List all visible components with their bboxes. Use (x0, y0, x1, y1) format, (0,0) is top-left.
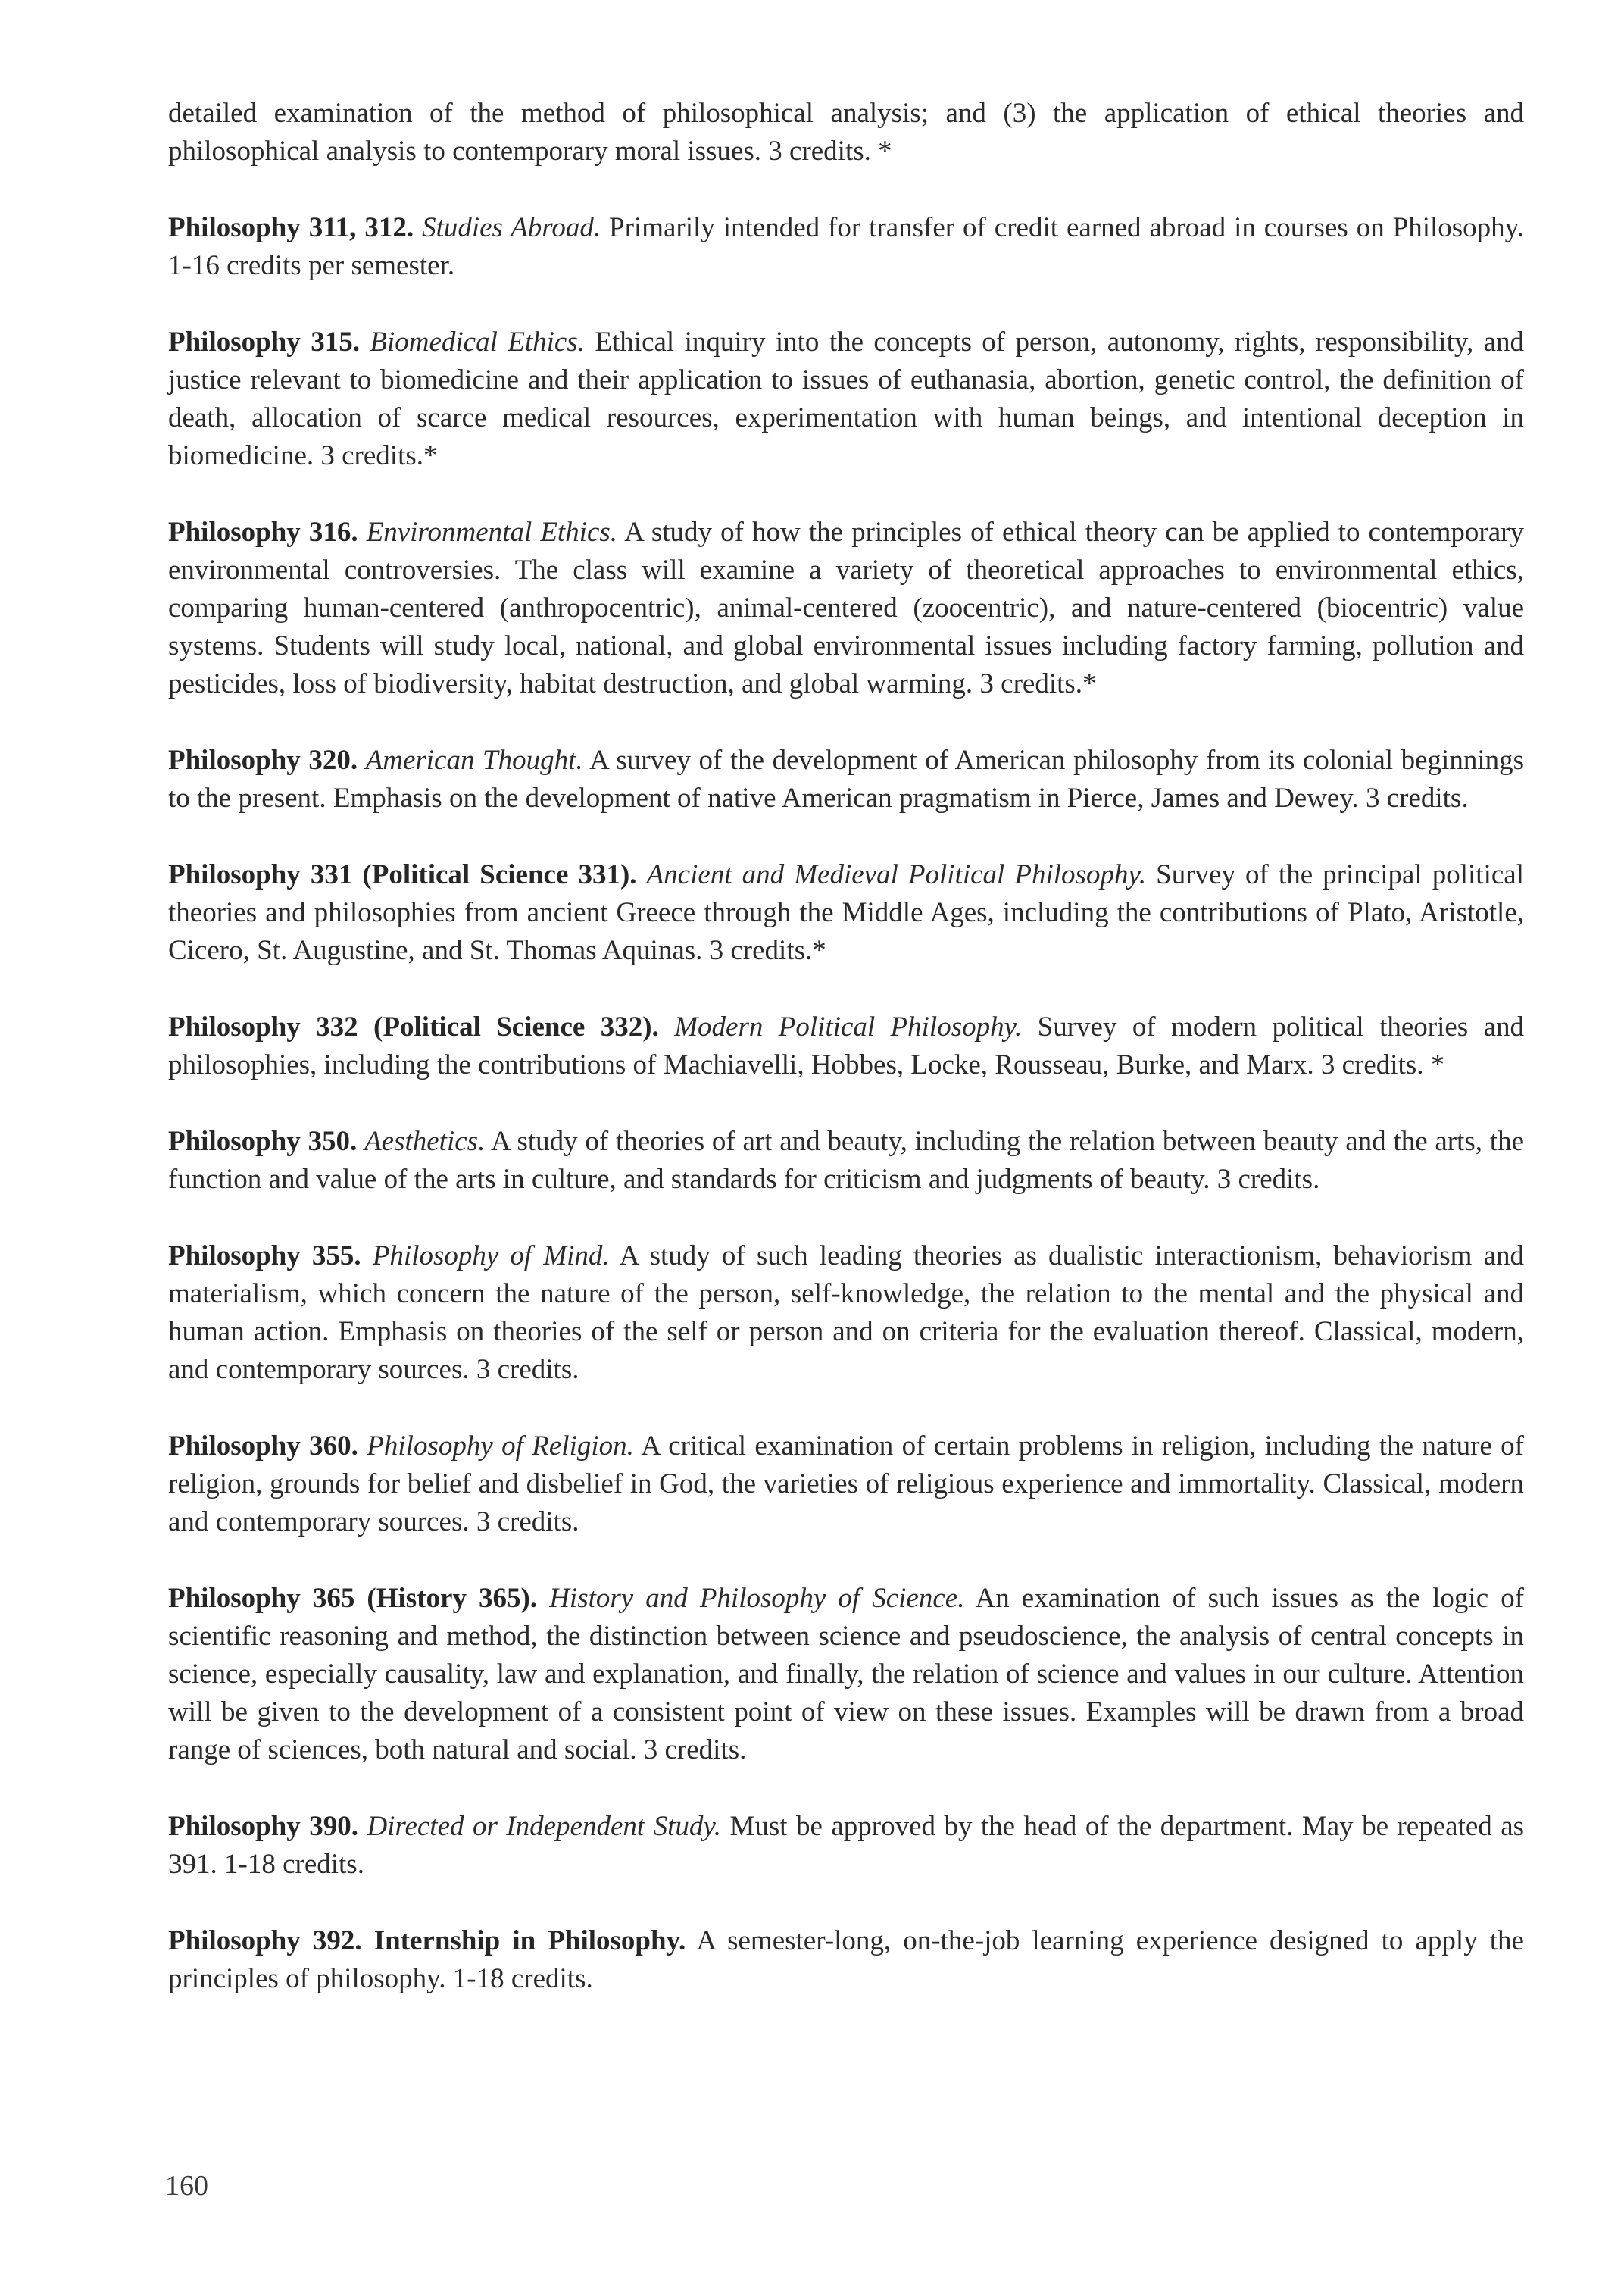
course-code: Philosophy 392. Internship in Philosophy. (168, 1925, 686, 1956)
course-entry-331 (168, 856, 1524, 970)
course-description: Must be approved by the head of the department. May be repeated as 391. 1-18 credits. (168, 1811, 1525, 1880)
course-entry-390 (168, 1808, 1524, 1884)
intro-paragraph (168, 95, 1524, 170)
course-description: A study of theories of art and beauty, including the relation between beauty and the arts, the function and value of the arts in culture, and standards for criticism and judgments of beauty. 3 credits. (168, 1126, 1525, 1195)
course-description: Primarily intended for transfer of credit earned abroad in courses on Philosophy. 1-16 credits per semester. (168, 212, 1525, 281)
course-description: Survey of modern political theories and philosophies, including the contributions of Machiavelli, Hobbes, Locke, Rousseau, Burke, and Marx. 3 credits. * (168, 1011, 1524, 1080)
intro-text: detailed examination of the method of philosophical analysis; and (3) the application of ethical theories and philosophical analysis to contemporary moral issues. 3 credits. * (168, 98, 1524, 167)
course-entry-350 (168, 1123, 1524, 1199)
course-entry-360 (168, 1427, 1524, 1541)
course-code: Philosophy 331 (Political Science 331). (168, 859, 637, 890)
course-title: Directed or Independent Study. (367, 1811, 722, 1842)
course-entry-365 (168, 1580, 1524, 1769)
course-code: Philosophy 365 (History 365). (168, 1583, 538, 1614)
course-description: A semester-long, on-the-job learning experience designed to apply the principles of philosophy. 1-18 credits. (168, 1925, 1524, 1994)
course-description: A study of how the principles of ethical theory can be applied to contemporary environmental controversies. The class will examine a variety of theoretical approaches to environmental ethics, comparing human-centered (anthropocentric), animal-centered (zoocentric), and nature-centered (biocentric) value systems. Students will study local, national, and global environmental issues including factory farming, pollution and pesticides, loss of biodiversity, habitat destruction, and global warming. 3 credits.* (168, 517, 1524, 699)
course-code: Philosophy 315. (168, 327, 360, 358)
course-entry-355 (168, 1237, 1524, 1389)
course-code: Philosophy 355. (168, 1240, 361, 1271)
course-code: Philosophy 316. (168, 517, 358, 548)
course-code: Philosophy 311, 312. (168, 212, 414, 243)
course-listing (168, 95, 1524, 2037)
course-code: Philosophy 390. (168, 1811, 358, 1842)
course-entry-392 (168, 1922, 1524, 1998)
course-title: Biomedical Ethics. (370, 327, 585, 358)
course-description: A survey of the development of American philosophy from its colonial beginnings to the present. Emphasis on the development of native American pragmatism in Pierce, James and Dewey. 3 credits. (168, 745, 1525, 814)
course-title: Modern Political Philosophy. (674, 1011, 1023, 1043)
course-description: Survey of the principal political theories and philosophies from ancient Greece through the Middle Ages, including the contributions of Plato, Aristotle, Cicero, St. Augustine, and St. Thomas Aquinas. 3 credits.* (168, 859, 1524, 966)
course-entry-311 (168, 209, 1524, 285)
course-title: Philosophy of Mind. (372, 1240, 610, 1271)
course-entry-320 (168, 742, 1524, 818)
course-title: American Thought. (365, 745, 583, 776)
course-title: Aesthetics. (364, 1126, 486, 1157)
course-code: Philosophy 320. (168, 745, 358, 776)
course-description: A study of such leading theories as dualistic interactionism, behaviorism and materialism, which concern the nature of the person, self-knowledge, the relation to the mental and the physical and human action. Emphasis on theories of the self or person and on criteria for the evaluation thereof. Classical, modern, and contemporary sources. 3 credits. (168, 1240, 1524, 1385)
course-description: An examination of such issues as the logic of scientific reasoning and method, the distinction between science and pseudoscience, the analysis of central concepts in science, especially causality, law and explanation, and finally, the relation of science and values in our culture. Attention will be given to the development of a consistent point of view on these issues. Examples will be drawn from a broad range of sciences, both natural and social. 3 credits. (168, 1583, 1525, 1765)
course-entry-332 (168, 1008, 1524, 1084)
course-title: Ancient and Medieval Political Philosophy. (646, 859, 1147, 890)
course-code: Philosophy 360. (168, 1430, 358, 1462)
course-title: Studies Abroad. (422, 212, 601, 243)
course-title: History and Philosophy of Science. (549, 1583, 965, 1614)
course-entry-316 (168, 514, 1524, 703)
course-entry-315 (168, 324, 1524, 475)
course-code: Philosophy 332 (Political Science 332). (168, 1011, 659, 1043)
course-description: Ethical inquiry into the concepts of person, autonomy, rights, responsibility, and justice relevant to biomedicine and their application to issues of euthanasia, abortion, genetic control, the definition of death, allocation of scarce medical resources, experimentation with human beings, and intentional deception in biomedicine. 3 credits.* (168, 327, 1525, 471)
course-description: A critical examination of certain problems in religion, including the nature of religion, grounds for belief and disbelief in God, the varieties of religious experience and immortality. Classical, modern and contemporary sources. 3 credits. (168, 1430, 1525, 1537)
course-title: Philosophy of Religion. (367, 1430, 634, 1462)
page-number: 160 (165, 2170, 208, 2202)
course-title: Environmental Ethics. (366, 517, 618, 548)
course-code: Philosophy 350. (168, 1126, 358, 1157)
